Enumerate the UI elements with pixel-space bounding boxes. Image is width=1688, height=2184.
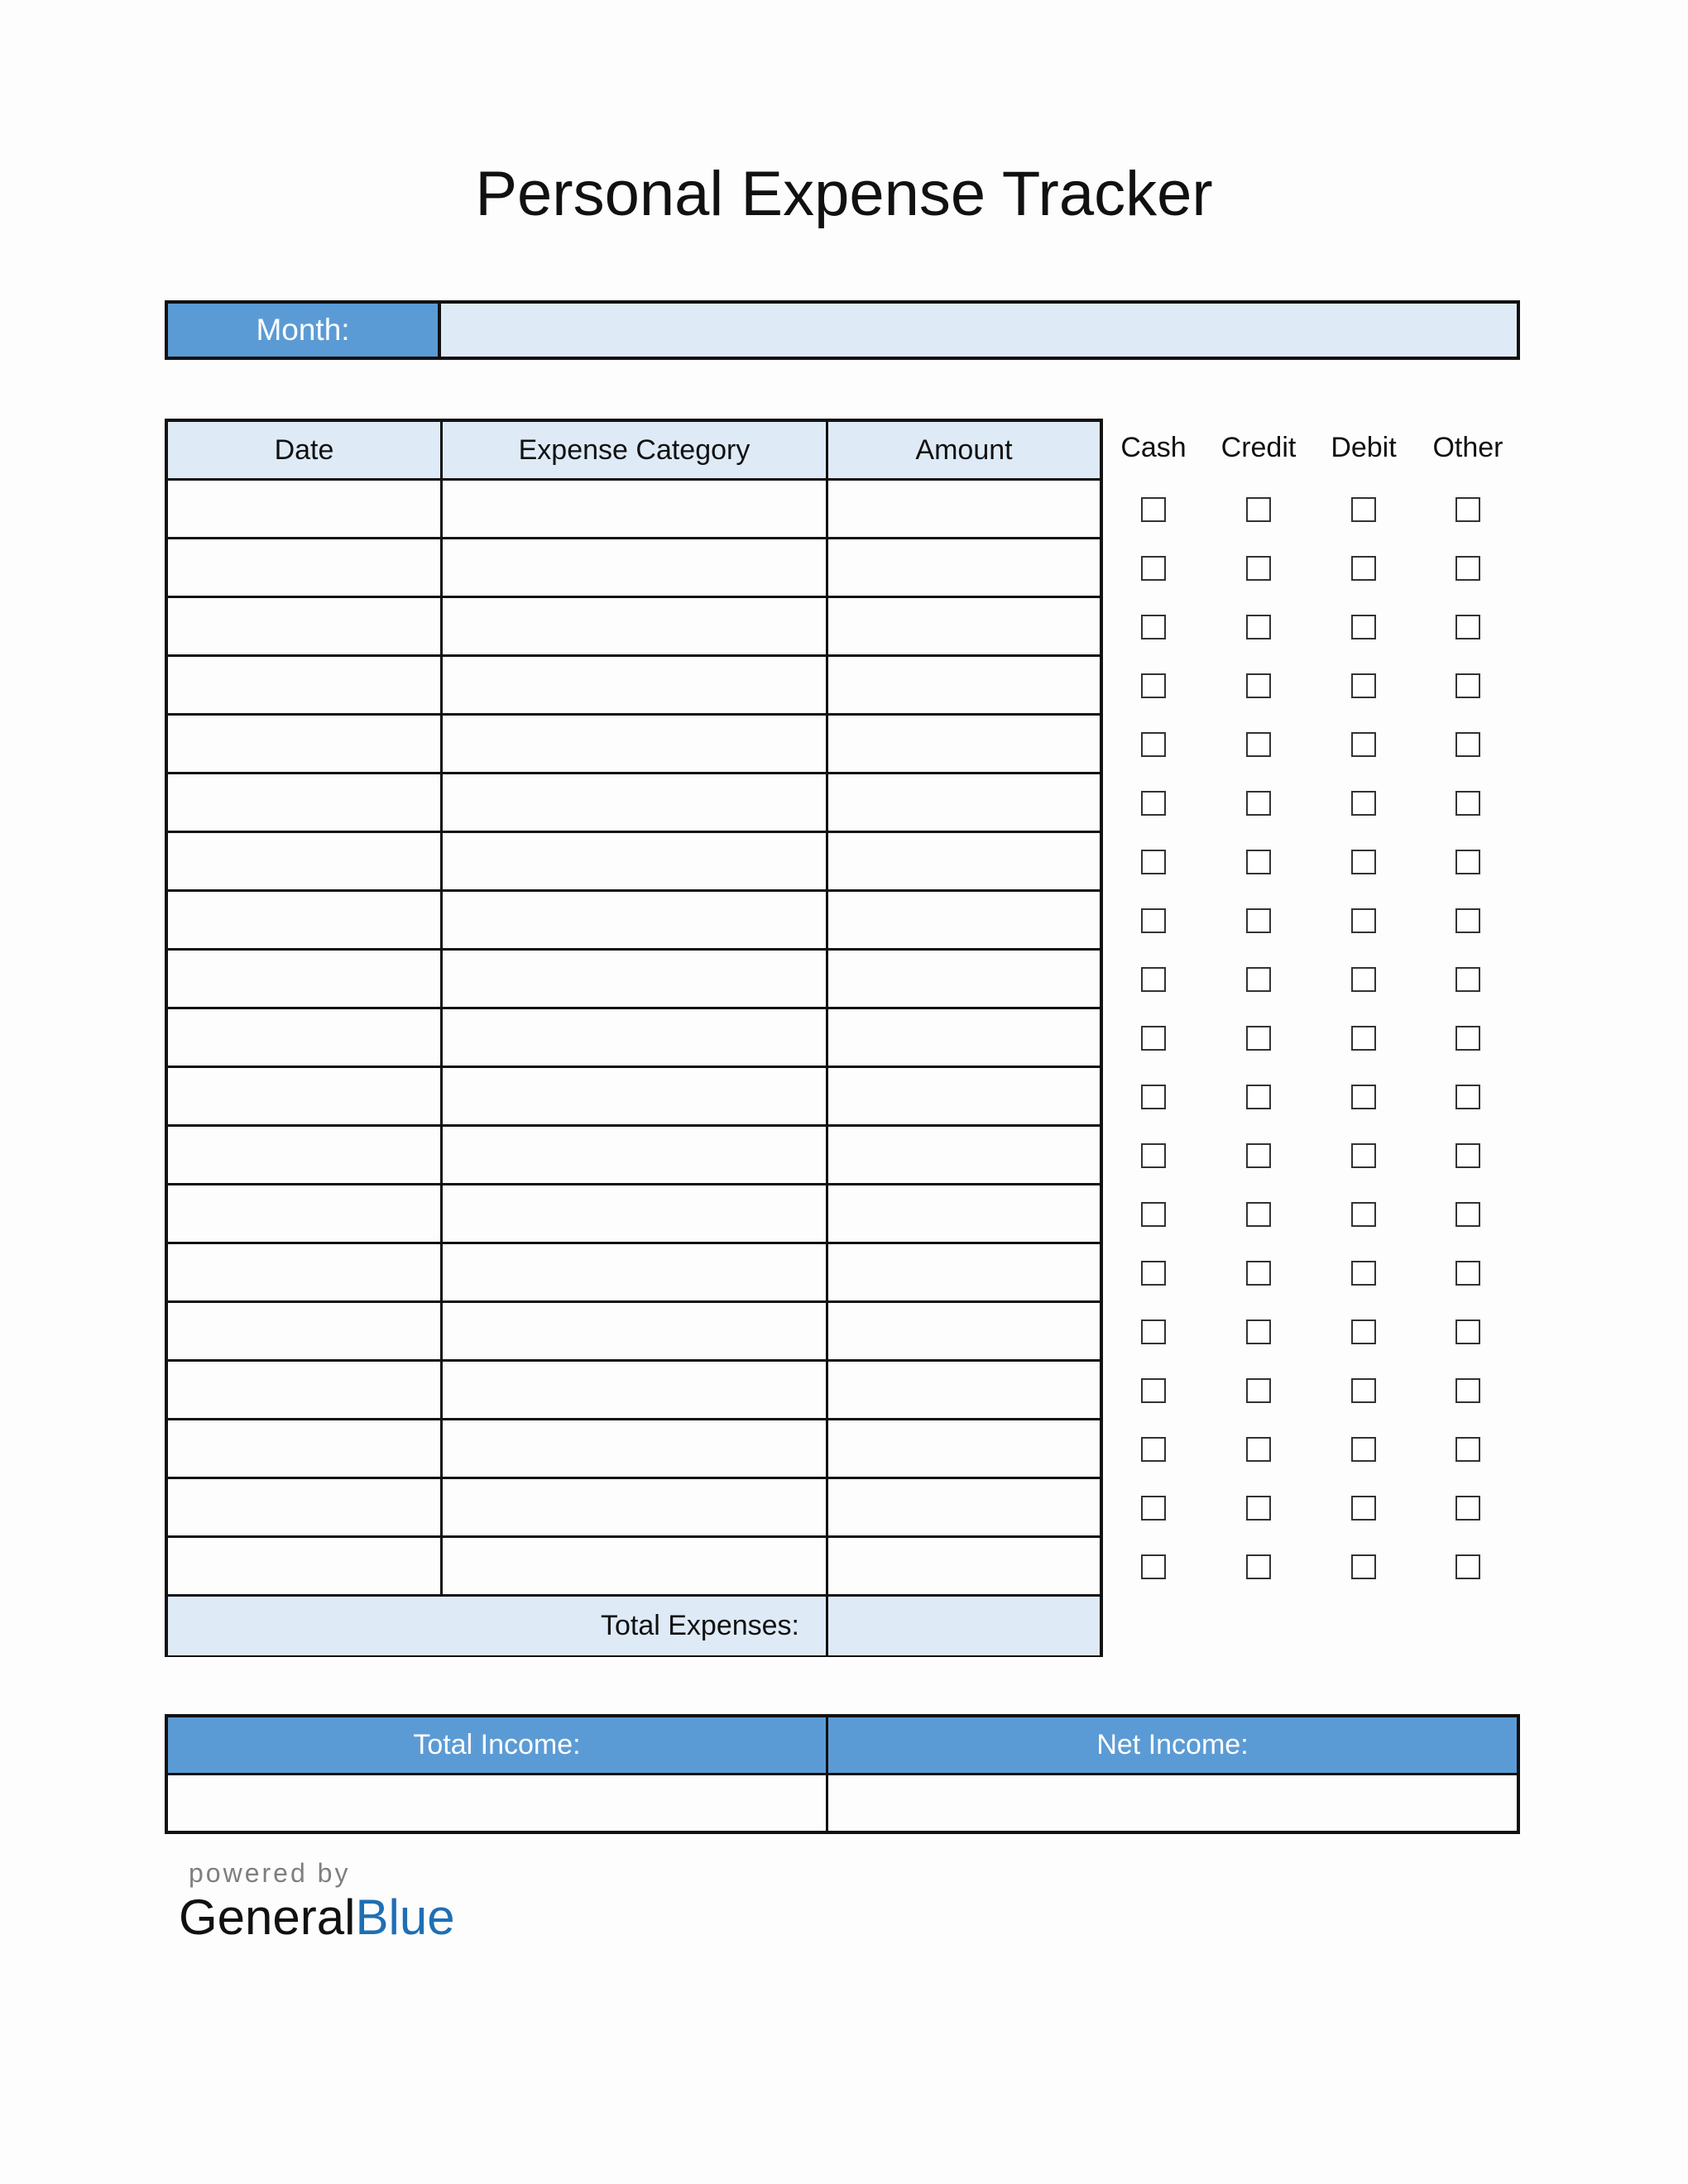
checkbox-debit[interactable] xyxy=(1351,1320,1376,1344)
checkbox-debit[interactable] xyxy=(1351,615,1376,639)
expense-row xyxy=(168,951,1100,1009)
checkbox-cash[interactable] xyxy=(1141,615,1166,639)
checkbox-debit[interactable] xyxy=(1351,1378,1376,1403)
checkbox-credit[interactable] xyxy=(1246,850,1271,874)
checkbox-credit[interactable] xyxy=(1246,732,1271,757)
checkbox-credit[interactable] xyxy=(1246,1496,1271,1521)
category-cell[interactable] xyxy=(443,539,828,596)
checkbox-debit[interactable] xyxy=(1351,850,1376,874)
checkbox-debit[interactable] xyxy=(1351,1202,1376,1227)
date-cell[interactable] xyxy=(168,1068,443,1124)
checkbox-cash[interactable] xyxy=(1141,1261,1166,1286)
month-input[interactable] xyxy=(441,304,1517,357)
checkbox-credit[interactable] xyxy=(1246,615,1271,639)
checkbox-debit[interactable] xyxy=(1351,732,1376,757)
checkbox-debit[interactable] xyxy=(1351,1554,1376,1579)
net-income-field[interactable] xyxy=(828,1775,1517,1831)
month-bar xyxy=(165,300,1520,360)
checkbox-credit[interactable] xyxy=(1246,1378,1271,1403)
category-cell[interactable] xyxy=(443,1538,828,1594)
checkbox-cash[interactable] xyxy=(1141,791,1166,816)
checkbox-cash[interactable] xyxy=(1141,1320,1166,1344)
expense-row xyxy=(168,1303,1100,1362)
checkbox-debit[interactable] xyxy=(1351,1437,1376,1462)
category-cell[interactable] xyxy=(443,1127,828,1183)
checkbox-credit[interactable] xyxy=(1246,791,1271,816)
amount-cell[interactable] xyxy=(828,1068,1100,1124)
category-cell[interactable] xyxy=(443,892,828,948)
date-cell[interactable] xyxy=(168,1244,443,1300)
checkbox-other[interactable] xyxy=(1455,1085,1480,1109)
checkbox-other[interactable] xyxy=(1455,1202,1480,1227)
income-table-header xyxy=(168,1717,1517,1775)
payment-header-cash: Cash xyxy=(1120,432,1187,463)
date-cell[interactable] xyxy=(168,1479,443,1535)
date-cell[interactable] xyxy=(168,1127,443,1183)
checkbox-cash[interactable] xyxy=(1141,1496,1166,1521)
expense-row xyxy=(168,1244,1100,1303)
category-cell[interactable] xyxy=(443,1244,828,1300)
category-cell[interactable] xyxy=(443,1009,828,1066)
amount-cell[interactable] xyxy=(828,1362,1100,1418)
expense-row xyxy=(168,1479,1100,1538)
checkbox-credit[interactable] xyxy=(1246,1261,1271,1286)
date-cell[interactable] xyxy=(168,951,443,1007)
date-cell[interactable] xyxy=(168,833,443,889)
checkbox-other[interactable] xyxy=(1455,1320,1480,1344)
checkbox-cash[interactable] xyxy=(1141,1202,1166,1227)
checkbox-other[interactable] xyxy=(1455,1496,1480,1521)
checkbox-debit[interactable] xyxy=(1351,556,1376,581)
checkbox-debit[interactable] xyxy=(1351,673,1376,698)
date-cell[interactable] xyxy=(168,892,443,948)
date-cell[interactable] xyxy=(168,716,443,772)
checkbox-cash[interactable] xyxy=(1141,1085,1166,1109)
checkbox-other[interactable] xyxy=(1455,967,1480,992)
checkbox-cash[interactable] xyxy=(1141,1143,1166,1168)
expense-row xyxy=(168,1185,1100,1244)
checkbox-credit[interactable] xyxy=(1246,1320,1271,1344)
checkbox-cash[interactable] xyxy=(1141,1026,1166,1051)
category-cell[interactable] xyxy=(443,1185,828,1242)
checkbox-credit[interactable] xyxy=(1246,1026,1271,1051)
amount-cell[interactable] xyxy=(828,1479,1100,1535)
date-cell[interactable] xyxy=(168,481,443,537)
category-cell[interactable] xyxy=(443,598,828,654)
logo-text-general: General xyxy=(179,1889,356,1945)
checkbox-other[interactable] xyxy=(1455,1026,1480,1051)
expense-row xyxy=(168,1127,1100,1185)
total-expenses-field[interactable] xyxy=(828,1597,1100,1655)
checkbox-credit[interactable] xyxy=(1246,908,1271,933)
checkbox-cash[interactable] xyxy=(1141,732,1166,757)
checkbox-other[interactable] xyxy=(1455,673,1480,698)
expense-row xyxy=(168,1538,1100,1597)
amount-cell[interactable] xyxy=(828,1244,1100,1300)
checkbox-credit[interactable] xyxy=(1246,1554,1271,1579)
category-cell[interactable] xyxy=(443,1362,828,1418)
month-label: Month: xyxy=(168,304,441,357)
checkbox-other[interactable] xyxy=(1455,1143,1480,1168)
checkbox-credit[interactable] xyxy=(1246,967,1271,992)
amount-cell[interactable] xyxy=(828,481,1100,537)
category-cell[interactable] xyxy=(443,657,828,713)
checkbox-other[interactable] xyxy=(1455,1554,1480,1579)
category-column-header: Expense Category xyxy=(443,422,828,478)
checkbox-credit[interactable] xyxy=(1246,497,1271,522)
expense-row xyxy=(168,481,1100,539)
checkbox-credit[interactable] xyxy=(1246,1437,1271,1462)
amount-cell[interactable] xyxy=(828,1185,1100,1242)
expense-row xyxy=(168,657,1100,716)
total-income-label: Total Income: xyxy=(168,1717,828,1773)
total-income-field[interactable] xyxy=(168,1775,828,1831)
checkbox-cash[interactable] xyxy=(1141,497,1166,522)
expense-row xyxy=(168,774,1100,833)
amount-cell[interactable] xyxy=(828,1009,1100,1066)
checkbox-other[interactable] xyxy=(1455,615,1480,639)
amount-cell[interactable] xyxy=(828,1127,1100,1183)
category-cell[interactable] xyxy=(443,774,828,831)
date-cell[interactable] xyxy=(168,1538,443,1594)
amount-cell[interactable] xyxy=(828,892,1100,948)
total-expenses-row xyxy=(168,1597,1100,1655)
payment-header-other: Other xyxy=(1432,432,1503,463)
powered-by-text: powered by xyxy=(189,1858,351,1888)
amount-cell[interactable] xyxy=(828,598,1100,654)
amount-column-header: Amount xyxy=(828,422,1100,478)
checkbox-debit[interactable] xyxy=(1351,967,1376,992)
date-cell[interactable] xyxy=(168,598,443,654)
expense-row xyxy=(168,1420,1100,1479)
category-cell[interactable] xyxy=(443,833,828,889)
amount-cell[interactable] xyxy=(828,716,1100,772)
page-title: Personal Expense Tracker xyxy=(475,159,1213,229)
amount-cell[interactable] xyxy=(828,951,1100,1007)
logo-text-blue: Blue xyxy=(355,1889,455,1945)
category-cell[interactable] xyxy=(443,716,828,772)
net-income-label: Net Income: xyxy=(1096,1729,1249,1760)
category-cell[interactable] xyxy=(443,1420,828,1477)
checkbox-cash[interactable] xyxy=(1141,908,1166,933)
amount-cell[interactable] xyxy=(828,539,1100,596)
checkbox-debit[interactable] xyxy=(1351,1143,1376,1168)
checkbox-cash[interactable] xyxy=(1141,673,1166,698)
checkbox-credit[interactable] xyxy=(1246,1085,1271,1109)
expense-table-header xyxy=(168,422,1100,481)
checkbox-debit[interactable] xyxy=(1351,497,1376,522)
checkbox-credit[interactable] xyxy=(1246,1143,1271,1168)
date-cell[interactable] xyxy=(168,539,443,596)
checkbox-cash[interactable] xyxy=(1141,1554,1166,1579)
checkbox-other[interactable] xyxy=(1455,1261,1480,1286)
checkbox-cash[interactable] xyxy=(1141,1378,1166,1403)
category-cell[interactable] xyxy=(443,1479,828,1535)
checkbox-other[interactable] xyxy=(1455,1437,1480,1462)
category-cell[interactable] xyxy=(443,951,828,1007)
expense-row xyxy=(168,716,1100,774)
category-cell[interactable] xyxy=(443,1068,828,1124)
date-cell[interactable] xyxy=(168,1303,443,1359)
expense-row xyxy=(168,833,1100,892)
date-cell[interactable] xyxy=(168,1009,443,1066)
checkbox-other[interactable] xyxy=(1455,732,1480,757)
checkbox-debit[interactable] xyxy=(1351,908,1376,933)
checkbox-cash[interactable] xyxy=(1141,1437,1166,1462)
checkbox-debit[interactable] xyxy=(1351,1496,1376,1521)
checkbox-credit[interactable] xyxy=(1246,1202,1271,1227)
checkbox-debit[interactable] xyxy=(1351,1085,1376,1109)
checkbox-cash[interactable] xyxy=(1141,556,1166,581)
amount-cell[interactable] xyxy=(828,1420,1100,1477)
checkbox-cash[interactable] xyxy=(1141,850,1166,874)
checkbox-other[interactable] xyxy=(1455,556,1480,581)
category-cell[interactable] xyxy=(443,481,828,537)
date-cell[interactable] xyxy=(168,1420,443,1477)
income-table xyxy=(165,1714,1520,1834)
income-values-row xyxy=(168,1775,1517,1831)
checkbox-debit[interactable] xyxy=(1351,1026,1376,1051)
checkbox-other[interactable] xyxy=(1455,908,1480,933)
checkbox-other[interactable] xyxy=(1455,1378,1480,1403)
expense-table xyxy=(165,419,1103,1657)
date-cell[interactable] xyxy=(168,1362,443,1418)
date-column-header: Date xyxy=(168,422,443,478)
amount-cell[interactable] xyxy=(828,833,1100,889)
amount-cell[interactable] xyxy=(828,774,1100,831)
expense-row xyxy=(168,598,1100,657)
date-cell[interactable] xyxy=(168,774,443,831)
payment-header-credit: Credit xyxy=(1220,432,1297,463)
expense-row xyxy=(168,1362,1100,1420)
checkbox-other[interactable] xyxy=(1455,850,1480,874)
checkbox-debit[interactable] xyxy=(1351,791,1376,816)
checkbox-credit[interactable] xyxy=(1246,556,1271,581)
checkbox-other[interactable] xyxy=(1455,791,1480,816)
amount-cell[interactable] xyxy=(828,657,1100,713)
expense-row xyxy=(168,1009,1100,1068)
amount-cell[interactable] xyxy=(828,1303,1100,1359)
expense-row xyxy=(168,892,1100,951)
expense-row xyxy=(168,539,1100,598)
date-cell[interactable] xyxy=(168,657,443,713)
category-cell[interactable] xyxy=(443,1303,828,1359)
total-expenses-label: Total Expenses: xyxy=(168,1597,828,1655)
expense-row xyxy=(168,1068,1100,1127)
date-cell[interactable] xyxy=(168,1185,443,1242)
checkbox-cash[interactable] xyxy=(1141,967,1166,992)
payment-header-debit: Debit xyxy=(1331,432,1397,463)
generalblue-logo xyxy=(179,1888,455,1947)
checkbox-other[interactable] xyxy=(1455,497,1480,522)
checkbox-debit[interactable] xyxy=(1351,1261,1376,1286)
checkbox-credit[interactable] xyxy=(1246,673,1271,698)
amount-cell[interactable] xyxy=(828,1538,1100,1594)
